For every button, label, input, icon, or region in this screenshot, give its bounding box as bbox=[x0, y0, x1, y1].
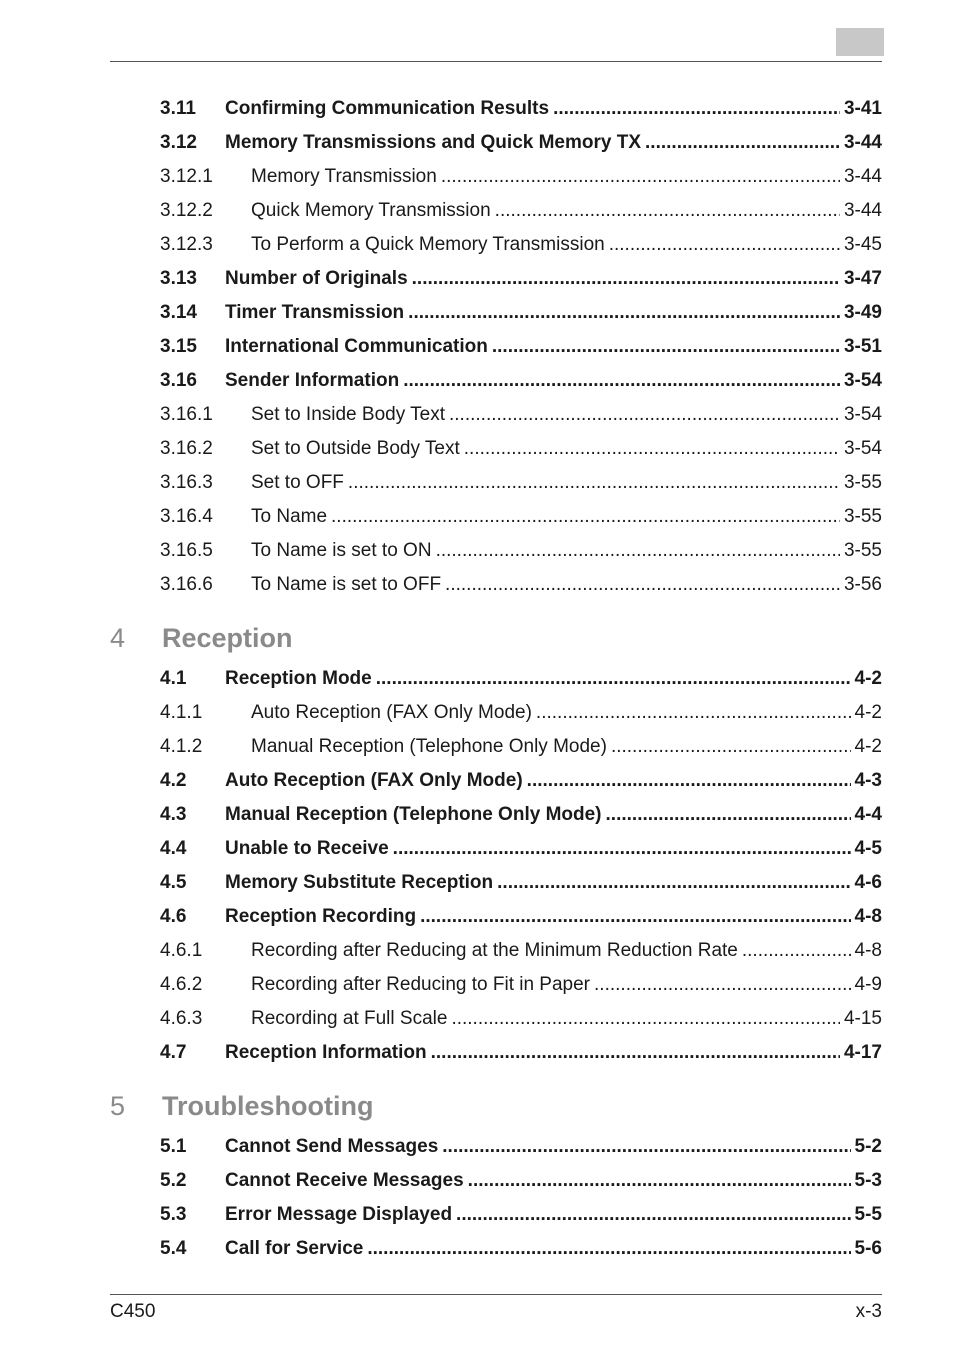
dot-leader bbox=[495, 198, 840, 224]
toc-entry-title: Recording at Full Scale bbox=[251, 1008, 448, 1029]
dot-leader bbox=[420, 904, 850, 930]
toc-entry-number: 3.14 bbox=[160, 302, 197, 323]
dot-leader bbox=[442, 1134, 850, 1160]
toc-entry-page: 5-3 bbox=[854, 1170, 882, 1191]
toc-entry[interactable] bbox=[160, 96, 882, 122]
dot-leader bbox=[492, 334, 840, 360]
toc-entry-title: To Name is set to OFF bbox=[251, 574, 442, 595]
toc-entry-page: 4-17 bbox=[843, 1042, 882, 1063]
chapter-title: Reception bbox=[162, 623, 293, 653]
toc-entry-page: 4-8 bbox=[854, 940, 882, 961]
footer-model-name: C450 bbox=[110, 1301, 156, 1322]
dot-leader bbox=[611, 734, 851, 760]
toc-entry-number: 3.16.1 bbox=[160, 404, 213, 425]
toc-entry[interactable] bbox=[160, 436, 882, 462]
toc-entry-number: 3.15 bbox=[160, 336, 197, 357]
toc-entry-number: 4.2 bbox=[160, 770, 187, 791]
toc-entry-number: 3.13 bbox=[160, 268, 197, 289]
toc-entry[interactable] bbox=[160, 300, 882, 326]
toc-entry-number: 3.12.1 bbox=[160, 166, 213, 187]
toc-entry-number: 3.12.3 bbox=[160, 234, 213, 255]
toc-entry-page: 3-41 bbox=[843, 98, 882, 119]
dot-leader bbox=[376, 666, 851, 692]
toc-entry-number: 4.6.3 bbox=[160, 1008, 203, 1029]
toc-entry-page: 3-54 bbox=[843, 404, 882, 425]
toc-entry-page: 3-54 bbox=[843, 370, 882, 391]
toc-entry-page: 3-49 bbox=[843, 302, 882, 323]
toc-entry-title: Cannot Receive Messages bbox=[225, 1170, 464, 1191]
dot-leader bbox=[536, 700, 851, 726]
toc-entry[interactable] bbox=[160, 938, 882, 964]
chapter-title: Troubleshooting bbox=[162, 1091, 374, 1121]
toc-entry-title: Manual Reception (Telephone Only Mode) bbox=[225, 804, 602, 825]
toc-entry-title: Recording after Reducing at the Minimum Reduction Rate bbox=[251, 940, 738, 961]
toc-entry-number: 4.1.2 bbox=[160, 736, 203, 757]
dot-leader bbox=[742, 938, 851, 964]
chapter-number: 5 bbox=[110, 1091, 126, 1121]
footer-page-number: x-3 bbox=[855, 1301, 882, 1322]
toc-entry-page: 3-45 bbox=[843, 234, 882, 255]
chapter-4-heading[interactable] bbox=[110, 620, 293, 656]
toc-entry-number: 5.2 bbox=[160, 1170, 187, 1191]
toc-entry[interactable] bbox=[160, 666, 882, 692]
toc-entry-page: 3-44 bbox=[843, 132, 882, 153]
toc-entry-title: To Name is set to ON bbox=[251, 540, 432, 561]
dot-leader bbox=[431, 1040, 840, 1066]
dot-leader bbox=[527, 768, 851, 794]
toc-entry-page: 5-2 bbox=[854, 1136, 882, 1157]
chapter-number: 4 bbox=[110, 623, 126, 653]
dot-leader bbox=[408, 300, 840, 326]
toc-entry-number: 4.1.1 bbox=[160, 702, 203, 723]
toc-entry-title: Error Message Displayed bbox=[225, 1204, 453, 1225]
toc-entry-page: 4-2 bbox=[854, 736, 882, 757]
toc-entry-title: Reception Information bbox=[225, 1042, 427, 1063]
toc-entry-number: 4.4 bbox=[160, 838, 187, 859]
dot-leader bbox=[331, 504, 840, 530]
toc-entry[interactable] bbox=[160, 572, 882, 598]
toc-entry[interactable] bbox=[160, 768, 882, 794]
toc-entry-title: Set to Inside Body Text bbox=[251, 404, 445, 425]
toc-entry[interactable] bbox=[160, 538, 882, 564]
toc-entry-page: 3-56 bbox=[843, 574, 882, 595]
toc-entry-page: 4-3 bbox=[854, 770, 882, 791]
toc-entry[interactable] bbox=[160, 802, 882, 828]
toc-entry[interactable] bbox=[160, 972, 882, 998]
toc-entry-number: 4.5 bbox=[160, 872, 187, 893]
toc-entry-title: Recording after Reducing to Fit in Paper bbox=[251, 974, 591, 995]
toc-entry-title: Set to OFF bbox=[251, 472, 344, 493]
toc-entry-number: 3.16.6 bbox=[160, 574, 213, 595]
dot-leader bbox=[445, 572, 840, 598]
toc-entry[interactable] bbox=[160, 836, 882, 862]
toc-entry[interactable] bbox=[160, 734, 882, 760]
toc-entry-title: Unable to Receive bbox=[225, 838, 389, 859]
toc-entry-number: 4.1 bbox=[160, 668, 187, 689]
dot-leader bbox=[441, 164, 840, 190]
toc-entry[interactable] bbox=[160, 232, 882, 258]
dot-leader bbox=[456, 1202, 850, 1228]
toc-entry-page: 4-5 bbox=[854, 838, 882, 859]
toc-entry[interactable] bbox=[160, 1006, 882, 1032]
toc-entry-title: Confirming Communication Results bbox=[225, 98, 550, 119]
toc-entry-page: 3-44 bbox=[843, 200, 882, 221]
toc-entry-title: Auto Reception (FAX Only Mode) bbox=[251, 702, 532, 723]
dot-leader bbox=[606, 802, 851, 828]
toc-entry[interactable] bbox=[160, 1134, 882, 1160]
dot-leader bbox=[348, 470, 840, 496]
toc-entry-number: 3.12.2 bbox=[160, 200, 213, 221]
dot-leader bbox=[645, 130, 840, 156]
toc-entry-title: Call for Service bbox=[225, 1238, 364, 1259]
dot-leader bbox=[393, 836, 851, 862]
toc-entry-title: Memory Transmission bbox=[251, 166, 437, 187]
header-tab-marker bbox=[836, 28, 884, 56]
toc-entry[interactable] bbox=[160, 700, 882, 726]
toc-entry-title: Cannot Send Messages bbox=[225, 1136, 439, 1157]
toc-entry-page: 4-8 bbox=[854, 906, 882, 927]
toc-entry-page: 4-9 bbox=[854, 974, 882, 995]
footer-rule bbox=[110, 1294, 882, 1295]
dot-leader bbox=[609, 232, 840, 258]
toc-entry-title: Timer Transmission bbox=[225, 302, 405, 323]
toc-entry[interactable] bbox=[160, 1168, 882, 1194]
toc-entry-title: To Name bbox=[251, 506, 328, 527]
toc-entry[interactable] bbox=[160, 870, 882, 896]
toc-entry-page: 5-6 bbox=[854, 1238, 882, 1259]
toc-entry[interactable] bbox=[160, 130, 882, 156]
toc-entry-number: 3.12 bbox=[160, 132, 197, 153]
dot-leader bbox=[449, 402, 840, 428]
toc-entry[interactable] bbox=[160, 198, 882, 224]
toc-entry-title: Sender Information bbox=[225, 370, 400, 391]
toc-entry-number: 4.3 bbox=[160, 804, 187, 825]
toc-entry[interactable] bbox=[160, 1040, 882, 1066]
toc-entry-number: 5.3 bbox=[160, 1204, 187, 1225]
toc-entry-number: 3.16.4 bbox=[160, 506, 213, 527]
toc-entry-title: Number of Originals bbox=[225, 268, 408, 289]
toc-entry-page: 3-51 bbox=[843, 336, 882, 357]
toc-entry-page: 3-55 bbox=[843, 472, 882, 493]
toc-entry-title: Quick Memory Transmission bbox=[251, 200, 491, 221]
dot-leader bbox=[436, 538, 840, 564]
toc-entry-page: 3-55 bbox=[843, 540, 882, 561]
toc-entry[interactable] bbox=[160, 402, 882, 428]
toc-entry-page: 5-5 bbox=[854, 1204, 882, 1225]
toc-entry-title: Memory Transmissions and Quick Memory TX bbox=[225, 132, 642, 153]
toc-entry-number: 4.6.2 bbox=[160, 974, 203, 995]
toc-entry-number: 4.7 bbox=[160, 1042, 187, 1063]
toc-entry-page: 3-55 bbox=[843, 506, 882, 527]
toc-entry-title: Manual Reception (Telephone Only Mode) bbox=[251, 736, 607, 757]
toc-entry[interactable] bbox=[160, 266, 882, 292]
toc-entry-title: Reception Mode bbox=[225, 668, 372, 689]
toc-entry-page: 4-2 bbox=[854, 702, 882, 723]
toc-entry[interactable] bbox=[160, 470, 882, 496]
toc-entry-title: Auto Reception (FAX Only Mode) bbox=[225, 770, 523, 791]
toc-entry[interactable] bbox=[160, 334, 882, 360]
toc-entry-title: To Perform a Quick Memory Transmission bbox=[251, 234, 605, 255]
dot-leader bbox=[412, 266, 840, 292]
dot-leader bbox=[403, 368, 840, 394]
toc-entry-number: 3.16.5 bbox=[160, 540, 213, 561]
toc-entry-number: 4.6.1 bbox=[160, 940, 203, 961]
toc-entry-number: 5.4 bbox=[160, 1238, 187, 1259]
toc-entry-page: 4-2 bbox=[854, 668, 882, 689]
dot-leader bbox=[594, 972, 851, 998]
toc-entry-page: 4-15 bbox=[843, 1008, 882, 1029]
toc-entry-page: 3-47 bbox=[843, 268, 882, 289]
toc-entry-number: 5.1 bbox=[160, 1136, 187, 1157]
toc-entry-number: 3.11 bbox=[160, 98, 196, 119]
toc-entry[interactable] bbox=[160, 1236, 882, 1262]
toc-entry[interactable] bbox=[160, 1202, 882, 1228]
toc-entry-number: 3.16.2 bbox=[160, 438, 213, 459]
dot-leader bbox=[553, 96, 840, 122]
toc-entry-number: 3.16 bbox=[160, 370, 197, 391]
toc-entry[interactable] bbox=[160, 904, 882, 930]
toc-entry-page: 4-6 bbox=[854, 872, 882, 893]
toc-entry-page: 3-44 bbox=[843, 166, 882, 187]
header-rule bbox=[110, 61, 882, 62]
dot-leader bbox=[451, 1006, 840, 1032]
toc-entry-page: 4-4 bbox=[854, 804, 882, 825]
toc-entry-number: 3.16.3 bbox=[160, 472, 213, 493]
toc-entry-title: International Communication bbox=[225, 336, 488, 357]
toc-entry-title: Set to Outside Body Text bbox=[251, 438, 460, 459]
dot-leader bbox=[367, 1236, 850, 1262]
dot-leader bbox=[468, 1168, 851, 1194]
toc-entry-page: 3-54 bbox=[843, 438, 882, 459]
toc-entry-title: Reception Recording bbox=[225, 906, 417, 927]
toc-entry-title: Memory Substitute Reception bbox=[225, 872, 494, 893]
chapter-5-heading[interactable] bbox=[110, 1088, 373, 1124]
toc-entry-number: 4.6 bbox=[160, 906, 187, 927]
toc-entry[interactable] bbox=[160, 504, 882, 530]
dot-leader bbox=[497, 870, 850, 896]
dot-leader bbox=[464, 436, 840, 462]
toc-entry[interactable] bbox=[160, 164, 882, 190]
toc-entry[interactable] bbox=[160, 368, 882, 394]
